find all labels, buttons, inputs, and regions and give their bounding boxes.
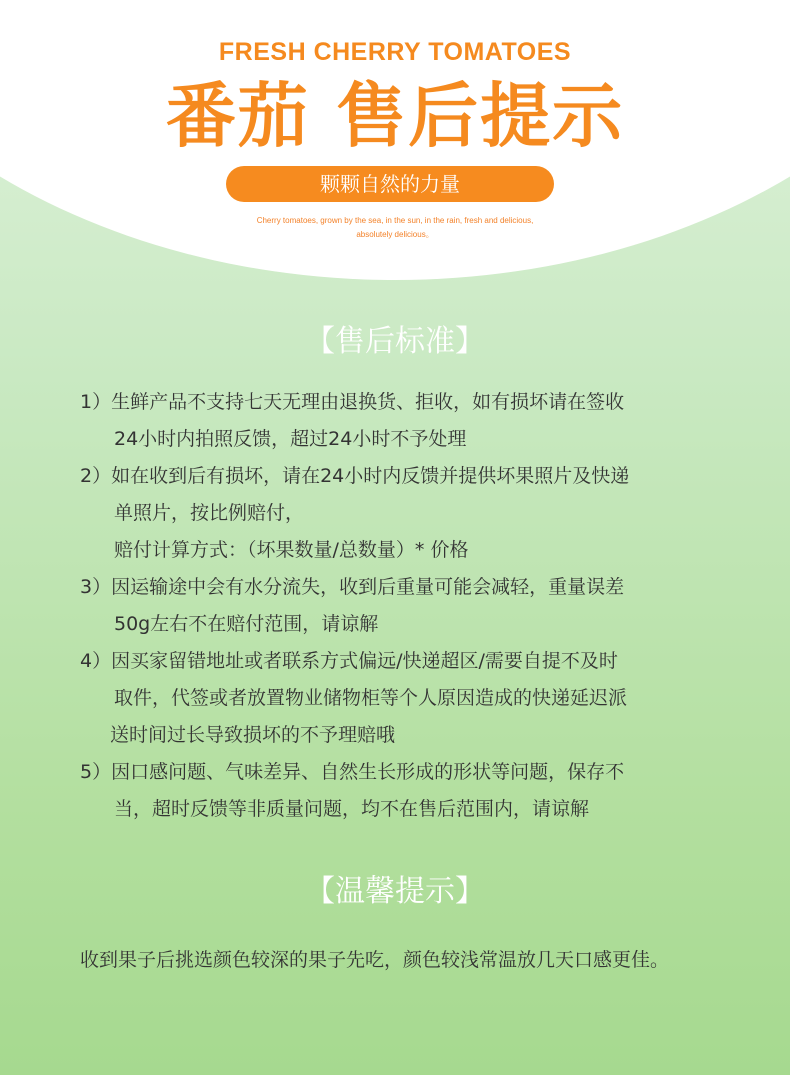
tips-title: 【温馨提示】	[305, 874, 485, 909]
tips-text: 收到果子后挑选颜色较深的果子先吃，颜色较浅常温放几天口感更佳。	[80, 949, 670, 971]
after-sales-title: 【售后标准】	[305, 324, 485, 359]
rule-line: 送时间过长导致损坏的不予理赔哦	[110, 724, 396, 746]
tagline-pill: 颗颗自然的力量	[226, 166, 554, 202]
rule-line: 2）如在收到后有损坏，请在24小时内反馈并提供坏果照片及快递	[80, 465, 630, 487]
rule-line: 4）因买家留错地址或者联系方式偏远/快递超区/需要自提不及时	[80, 650, 618, 672]
rule-line: 50g左右不在赔付范围，请谅解	[114, 613, 379, 635]
english-subtitle-line-2: absolutely delicious。	[356, 230, 434, 239]
header	[0, 0, 790, 260]
english-title: FRESH CHERRY TOMATOES	[218, 38, 572, 66]
rule-line: 5）因口感问题、气味差异、自然生长形成的形状等问题，保存不	[80, 761, 625, 783]
rule-line: 当，超时反馈等非质量问题，均不在售后范围内，请谅解	[114, 798, 590, 820]
rule-line: 3）因运输途中会有水分流失，收到后重量可能会减轻，重量误差	[80, 576, 625, 598]
rule-line: 24小时内拍照反馈，超过24小时不予处理	[114, 428, 467, 450]
english-subtitle-line-1: Cherry tomatoes, grown by the sea, in the sun, in the rain, fresh and delicious,	[256, 216, 534, 225]
rule-line: 单照片，按比例赔付，	[114, 502, 305, 524]
rule-line: 1）生鲜产品不支持七天无理由退换货、拒收，如有损坏请在签收	[80, 391, 625, 413]
rule-line: 赔付计算方式：（坏果数量/总数量）* 价格	[114, 539, 469, 561]
rule-line: 取件，代签或者放置物业储物柜等个人原因造成的快递延迟派	[114, 687, 628, 709]
page-title: 番茄 售后提示	[165, 75, 625, 157]
english-subtitle	[0, 214, 790, 242]
